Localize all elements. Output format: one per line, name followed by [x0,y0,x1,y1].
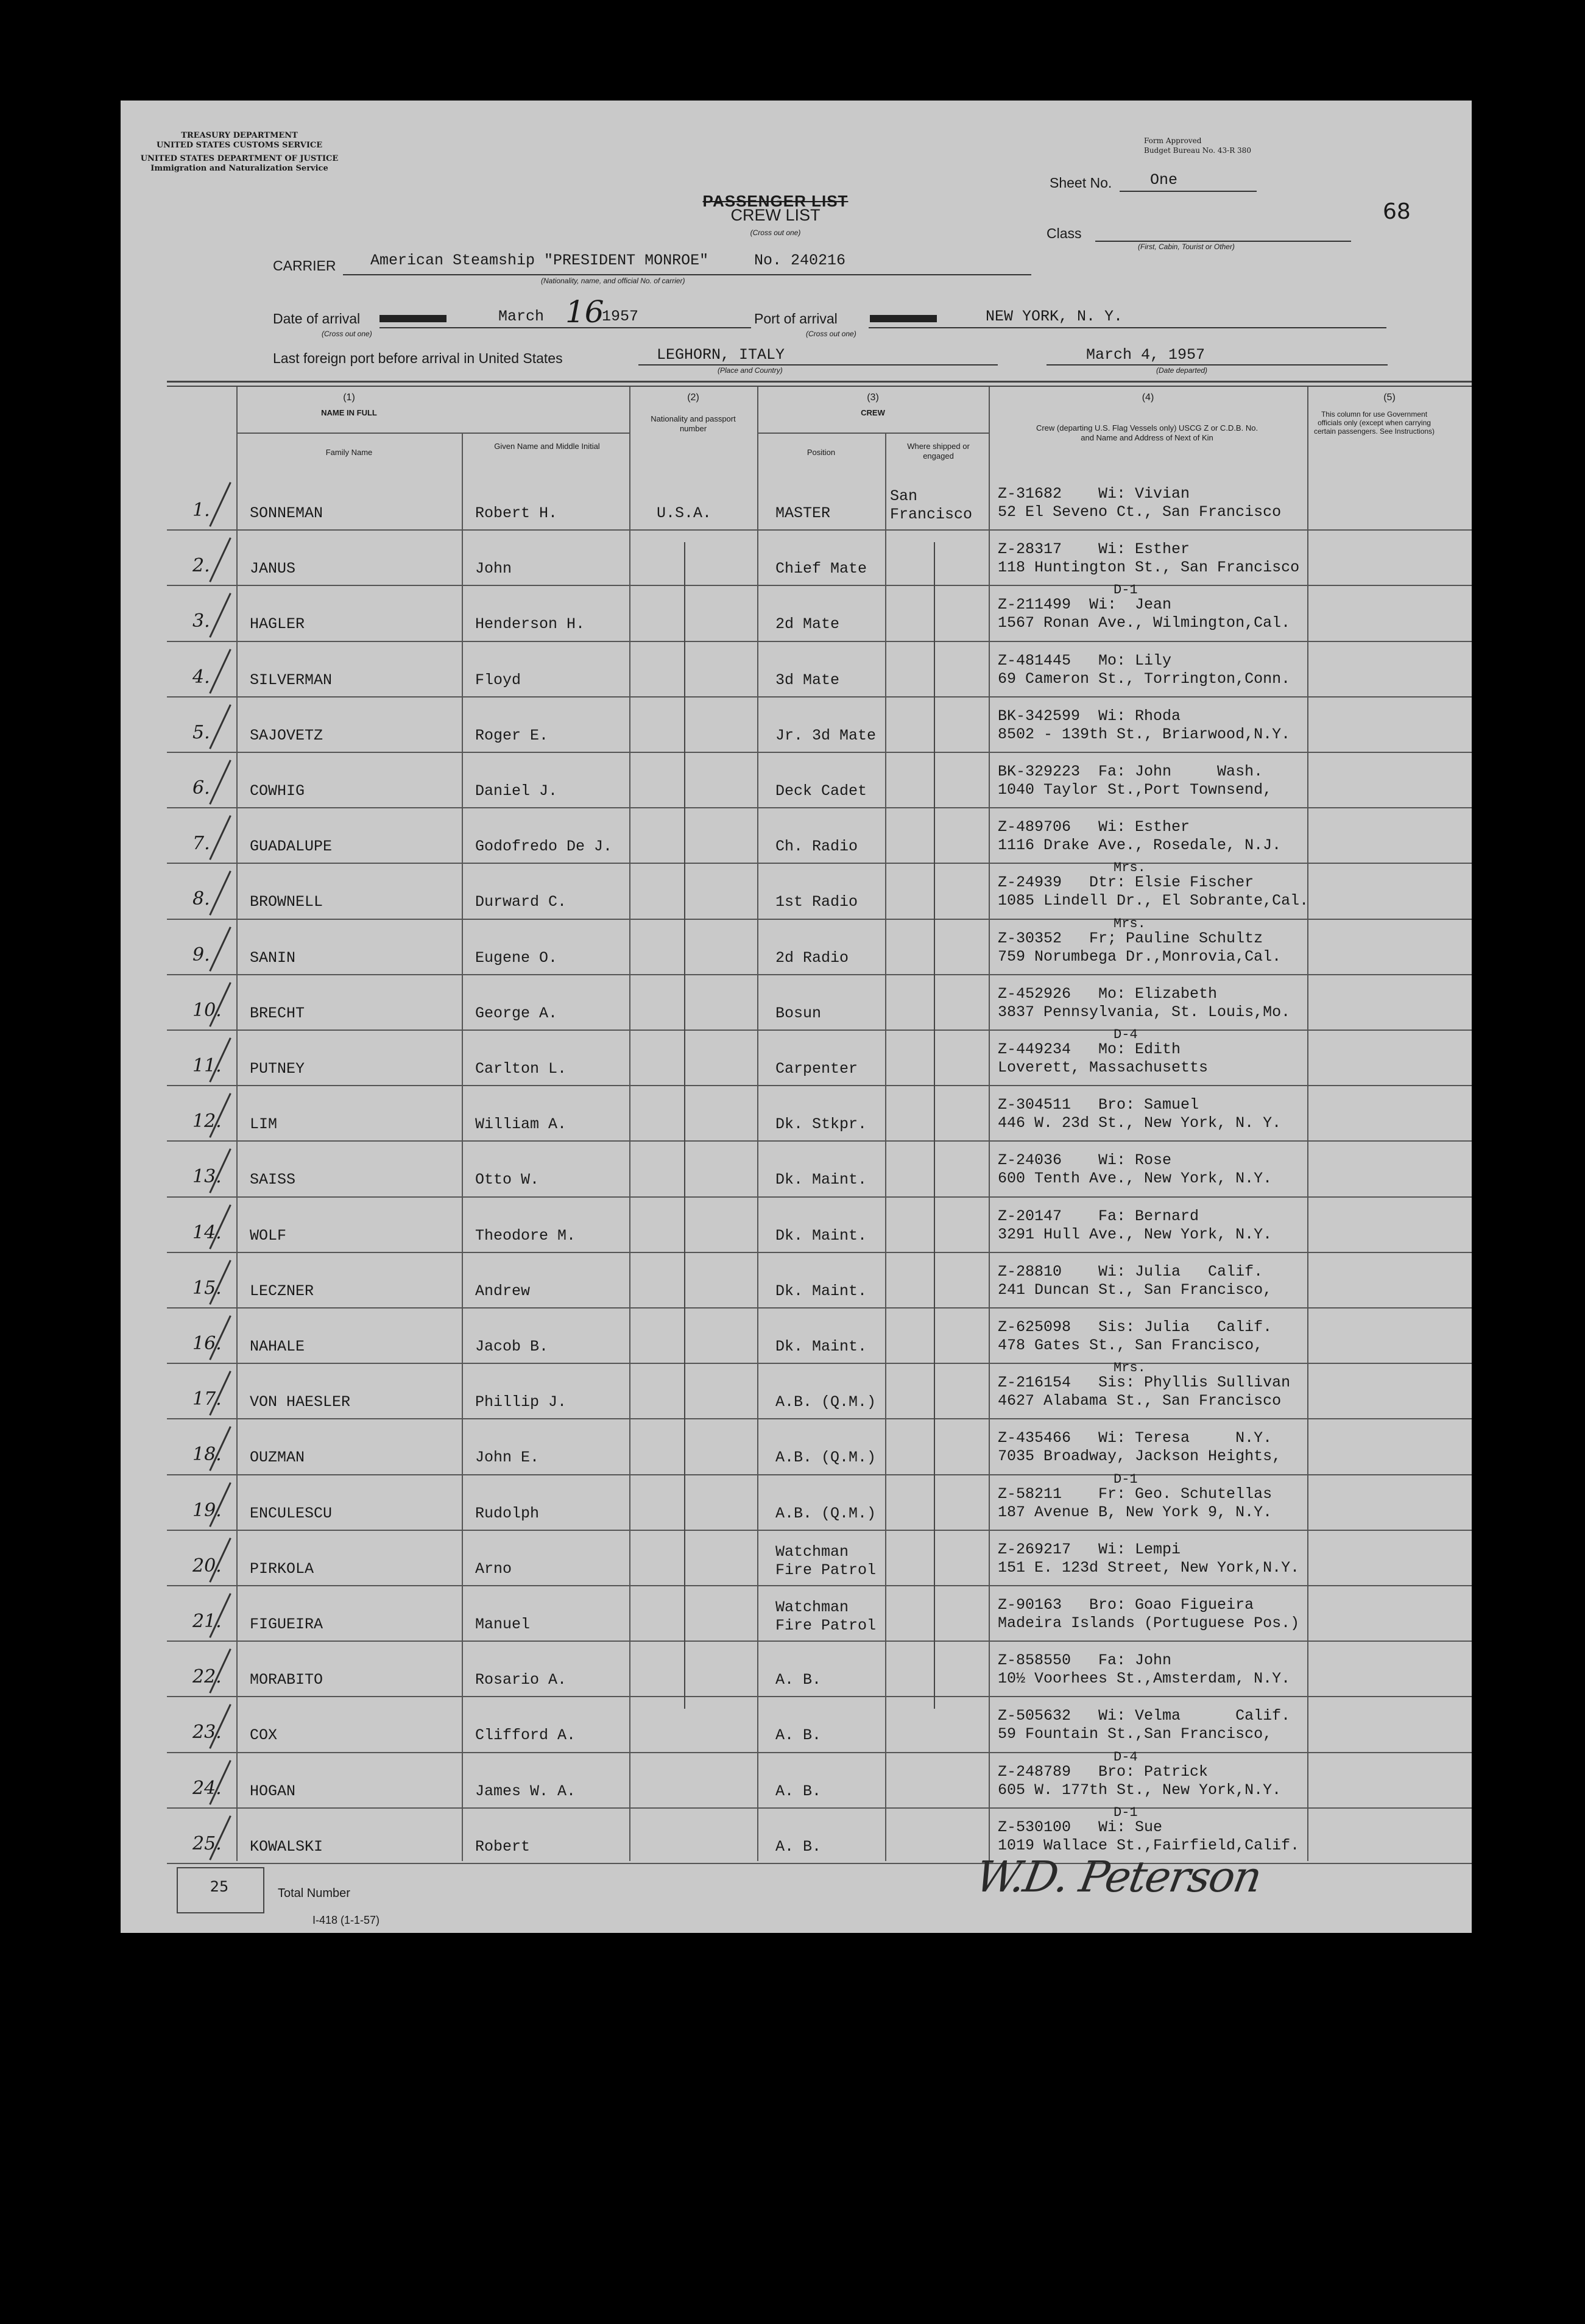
row-number: 21. [192,1611,222,1632]
kin-note: Mrs. [1114,916,1146,931]
crew-row [121,1360,1472,1419]
kin-line-2: 69 Cameron St., Torrington,Conn. [998,669,1291,688]
position: A.B. (Q.M.) [775,1393,877,1411]
check-mark-icon [209,482,231,527]
family-name-header: Family Name [325,448,373,457]
struck-passenger-title: PASSENGER LIST [702,192,849,210]
kin-line-2: 1567 Ronan Ave., Wilmington,Cal. [998,614,1291,632]
crew-row [121,531,1472,586]
kin-line-2: 187 Avenue B, New York 9, N.Y. [998,1503,1273,1521]
row-number: 16. [192,1333,222,1354]
kin-line-1: Z-530100 Wi: Sue [998,1818,1163,1836]
treasury-line: TREASURY DEPARTMENT [181,131,298,140]
row-number: 20. [192,1555,222,1577]
arrival-month: March [498,308,545,325]
given-name: Arno [475,1559,512,1578]
kin-line-2: 3837 Pennsylvania, St. Louis,Mo. [998,1003,1291,1021]
date-cross-out-note: (Cross out one) [322,330,372,338]
crew-row [121,975,1472,1031]
position: 1st Radio [775,893,858,911]
position: Deck Cadet [775,782,867,800]
form-approved-text: Form Approved [1144,136,1202,145]
kin-line-1: Z-449234 Mo: Edith [998,1040,1181,1058]
crew-list-document [121,101,1472,1933]
form-id: I-418 (1-1-57) [312,1914,380,1926]
position: Watchman Fire Patrol [775,1542,877,1579]
row-number: 13. [192,1166,222,1188]
sheet-value: One [1150,171,1178,189]
kin-line-1: BK-342599 Wi: Rhoda [998,707,1181,725]
row-number: 2. [192,555,210,577]
crew-row [121,1027,1472,1086]
col4-number: (4) [1142,392,1154,403]
kin-line-1: Z-435466 Wi: Teresa N.Y. [998,1429,1273,1447]
row-number: 6. [192,777,210,799]
port-of-arrival-value: NEW YORK, N. Y. [986,308,1123,325]
position: Bosun [775,1004,822,1022]
position: A. B. [775,1837,822,1856]
kin-line-2: 1019 Wallace St.,Fairfield,Calif. [998,1836,1300,1854]
kin-line-1: Z-211499 Wi: Jean [998,596,1172,614]
row-number: 5. [192,721,210,743]
position: Dk. Maint. [775,1171,867,1189]
family-name: COWHIG [250,782,305,800]
given-name: Eugene O. [475,948,558,967]
arrival-day: 16 [565,294,604,330]
customs-line: UNITED STATES CUSTOMS SERVICE [156,141,323,150]
row-number: 25. [192,1832,222,1854]
kin-note: D-1 [1114,1471,1138,1487]
kin-line-1: BK-329223 Fa: John Wash. [998,763,1263,780]
kin-line-2: 4627 Alabama St., San Francisco [998,1392,1282,1410]
row-number: 1. [192,500,210,521]
row-number: 8. [192,888,210,910]
struck-port-departure [870,315,937,322]
kin-line-1: Z-28317 Wi: Esther [998,540,1190,559]
family-name: SAJOVETZ [250,726,323,744]
check-mark-icon [209,649,231,694]
given-name: Otto W. [475,1171,540,1189]
given-name: Clifford A. [475,1726,576,1745]
kin-line-1: Z-216154 Sis: Phyllis Sullivan [998,1374,1291,1392]
total-value: 25 [210,1878,229,1895]
position: 2d Radio [775,948,849,967]
kin-line-2: 3291 Hull Ave., New York, N.Y. [998,1225,1273,1243]
family-name: JANUS [250,560,296,578]
given-name: Robert [475,1837,531,1856]
crew-row [121,642,1472,698]
check-mark-icon [209,760,231,805]
col3-title: CREW [861,408,885,417]
kin-line-2: 605 W. 177th St., New York,N.Y. [998,1781,1282,1799]
class-note: (First, Cabin, Tourist or Other) [1138,242,1235,251]
family-name: SONNEMAN [250,504,323,522]
family-name: VON HAESLER [250,1393,351,1411]
crew-table [121,381,1472,1879]
family-name: LIM [250,1115,278,1134]
kin-note: D-4 [1114,1749,1138,1765]
kin-line-1: Z-58211 Fr: Geo. Schutellas [998,1485,1273,1503]
family-name: MORABITO [250,1671,323,1689]
given-name: Durward C. [475,893,567,911]
crew-list-title: CREW LIST [730,206,821,224]
crew-row [121,582,1472,641]
crew-row [121,1471,1472,1531]
position: 3d Mate [775,671,840,689]
row-number: 24. [192,1777,222,1799]
family-name: PIRKOLA [250,1559,314,1578]
row-number: 4. [192,666,210,688]
col1-title: NAME IN FULL [321,408,377,417]
position: Watchman Fire Patrol [775,1598,877,1634]
given-name: Floyd [475,671,521,689]
check-mark-icon [209,927,231,972]
kin-line-2: 1085 Lindell Dr., El Sobrante,Cal. [998,892,1309,910]
family-name: OUZMAN [250,1449,305,1467]
given-name: Godofredo De J. [475,838,613,856]
given-name: Henderson H. [475,615,585,634]
sheet-label: Sheet No. [1050,175,1112,191]
family-name: GUADALUPE [250,838,333,856]
kin-note: D-1 [1114,582,1138,598]
kin-line-1: Z-24939 Dtr: Elsie Fischer [998,874,1254,892]
row-number: 17. [192,1388,222,1410]
kin-line-1: Z-489706 Wi: Esther [998,818,1190,836]
family-name: KOWALSKI [250,1837,323,1856]
kin-line-2: 151 E. 123d Street, New York,N.Y. [998,1558,1300,1577]
given-name: John E. [475,1449,540,1467]
last-foreign-port-value: LEGHORN, ITALY [657,346,785,364]
kin-line-1: Z-481445 Mo: Lily [998,651,1172,669]
kin-line-1: Z-24036 Wi: Rose [998,1151,1172,1170]
row-number: 14. [192,1221,222,1243]
kin-line-1: Z-28810 Wi: Julia Calif. [998,1262,1263,1280]
date-of-arrival-label: Date of arrival [273,311,361,327]
row-number: 11. [192,1055,222,1076]
row-number: 23. [192,1722,222,1743]
family-name: SANIN [250,948,296,967]
col2-title: Nationality and passport number [651,414,736,433]
row-number: 3. [192,610,210,632]
col2-number: (2) [687,392,699,403]
kin-line-1: Z-304511 Bro: Samuel [998,1096,1199,1114]
nationality: U.S.A. [657,504,712,522]
total-label: Total Number [278,1887,350,1900]
immigration-line: Immigration and Naturalization Service [150,164,328,173]
family-name: SAISS [250,1171,296,1189]
form-approved [1144,136,1327,155]
given-name: Manuel [475,1616,531,1633]
position: A. B. [775,1726,822,1745]
position: Dk. Stkpr. [775,1115,867,1134]
crew-row [121,1586,1472,1642]
date-departed-value: March 4, 1957 [1086,346,1206,364]
port-cross-out-note: (Cross out one) [806,330,856,338]
last-port-note: (Place and Country) [718,366,783,375]
row-number: 12. [192,1111,222,1132]
kin-line-2: 7035 Broadway, Jackson Heights, [998,1447,1282,1466]
family-name: SILVERMAN [250,671,333,689]
family-name: HAGLER [250,615,305,634]
crew-row [121,860,1472,919]
position: MASTER [775,504,831,522]
last-foreign-port-label: Last foreign port before arrival in United States [273,350,563,366]
carrier-note: (Nationality, name, and official No. of carrier) [541,277,685,285]
position: 2d Mate [775,615,840,634]
page-number: 68 [1383,199,1411,224]
given-name: John [475,560,512,578]
given-name: Daniel J. [475,782,558,800]
kin-note: D-4 [1114,1027,1138,1042]
crew-row [121,1804,1472,1864]
kin-line-1: Z-248789 Bro: Patrick [998,1762,1209,1781]
ditto-line [934,542,935,1709]
col4-title: Crew (departing U.S. Flag Vessels only) USCG Z or C.D.B. No. and Name and Address of Next of Kin [1036,423,1258,442]
family-name: WOLF [250,1226,287,1245]
agency-header [133,131,346,174]
col5-number: (5) [1383,392,1396,403]
family-name: PUTNEY [250,1060,305,1078]
row-number: 18. [192,1444,222,1466]
kin-line-2: 478 Gates St., San Francisco, [998,1337,1263,1354]
crew-row [121,808,1472,864]
check-mark-icon [209,871,231,916]
col3-number: (3) [867,392,879,403]
class-label: Class [1047,225,1082,241]
kin-line-2: 600 Tenth Ave., New York, N.Y. [998,1170,1273,1188]
position-header: Position [807,448,836,457]
row-number: 7. [192,833,210,855]
where-shipped: San Francisco [890,487,973,523]
position: Dk. Maint. [775,1226,867,1245]
row-number: 10. [192,999,222,1021]
family-name: COX [250,1726,278,1745]
kin-line-1: Z-20147 Fa: Bernard [998,1207,1199,1225]
kin-line-2: Loverett, Massachusetts [998,1059,1209,1076]
kin-line-1: Z-90163 Bro: Goao Figueira [998,1596,1254,1614]
given-name-header: Given Name and Middle Initial [494,442,600,451]
kin-line-2: Madeira Islands (Portuguese Pos.) [998,1614,1300,1632]
kin-line-1: Z-452926 Mo: Elizabeth [998,984,1218,1003]
struck-departure [379,315,447,322]
ditto-line [684,542,685,1709]
given-name: Roger E. [475,726,549,744]
crew-row [121,753,1472,808]
position: Carpenter [775,1060,858,1078]
position: A.B. (Q.M.) [775,1504,877,1522]
col1-number: (1) [343,392,355,403]
kin-line-1: Z-625098 Sis: Julia Calif. [998,1318,1273,1336]
kin-line-1: Z-31682 Wi: Vivian [998,485,1190,503]
crew-row [121,1419,1472,1475]
given-name: James W. A. [475,1782,576,1800]
crew-row [121,1749,1472,1809]
carrier-no-value: 240216 [791,252,846,269]
crew-row [121,475,1472,531]
family-name: BROWNELL [250,893,323,911]
kin-line-2: 446 W. 23d St., New York, N. Y. [998,1114,1282,1132]
title-cross-out-note: (Cross out one) [750,228,801,237]
row-number: 9. [192,944,210,966]
kin-line-1: Z-505632 Wi: Velma Calif. [998,1707,1291,1725]
crew-row [121,916,1472,975]
kin-line-2: 241 Duncan St., San Francisco, [998,1280,1273,1299]
given-name: William A. [475,1115,567,1134]
given-name: Robert H. [475,504,558,522]
kin-line-2: 118 Huntington St., San Francisco [998,559,1300,577]
kin-line-1: Z-30352 Fr; Pauline Schultz [998,929,1263,947]
family-name: FIGUEIRA [250,1616,323,1633]
kin-note: Mrs. [1114,860,1146,876]
kin-line-1: Z-858550 Fa: John [998,1651,1172,1670]
given-name: Phillip J. [475,1393,567,1411]
crew-row [121,1697,1472,1753]
check-mark-icon [209,704,231,749]
position: A. B. [775,1782,822,1800]
date-departed-note: (Date departed) [1156,366,1208,375]
carrier-value: American Steamship "PRESIDENT MONROE" [370,252,709,269]
position: Ch. Radio [775,838,858,856]
family-name: NAHALE [250,1338,305,1355]
crew-row [121,1253,1472,1309]
position: Chief Mate [775,560,867,578]
position: Dk. Maint. [775,1282,867,1300]
given-name: Rosario A. [475,1671,567,1689]
position: Dk. Maint. [775,1338,867,1355]
crew-row [121,1198,1472,1253]
kin-note: D-1 [1114,1804,1138,1820]
given-name: Jacob B. [475,1338,549,1355]
family-name: ENCULESCU [250,1504,333,1522]
family-name: LECZNER [250,1282,314,1300]
col5-title: This column for use Government officials only (except when carrying certain passengers. See Instructions) [1313,410,1435,436]
kin-line-2: 1116 Drake Ave., Rosedale, N.J. [998,836,1282,855]
arrival-year: 1957 [602,308,639,325]
row-number: 22. [192,1666,222,1688]
crew-row [121,1531,1472,1586]
kin-line-2: 52 El Seveno Ct., San Francisco [998,503,1282,521]
given-name: Carlton L. [475,1060,567,1078]
crew-row [121,698,1472,753]
kin-line-2: 1040 Taylor St.,Port Townsend, [998,781,1273,799]
kin-line-2: 8502 - 139th St., Briarwood,N.Y. [998,725,1291,743]
carrier-no-label: No. [754,252,782,269]
justice-line: UNITED STATES DEPARTMENT OF JUSTICE [140,154,339,163]
row-number: 15. [192,1277,222,1299]
position: Jr. 3d Mate [775,726,877,744]
row-number: 19. [192,1499,222,1521]
kin-line-2: 759 Norumbega Dr.,Monrovia,Cal. [998,947,1282,966]
check-mark-icon [209,593,231,638]
where-shipped-header: Where shipped or engaged [907,442,970,461]
given-name: George A. [475,1004,558,1022]
kin-line-1: Z-269217 Wi: Lempi [998,1540,1181,1558]
position: A. B. [775,1671,822,1689]
crew-row [121,1642,1472,1697]
carrier-label: CARRIER [273,258,336,274]
crew-row [121,1309,1472,1364]
signature: W.D. Peterson [972,1852,1265,1902]
crew-row [121,1086,1472,1142]
family-name: BRECHT [250,1004,305,1022]
position: A.B. (Q.M.) [775,1449,877,1467]
kin-line-2: 59 Fountain St.,San Francisco, [998,1725,1273,1743]
given-name: Andrew [475,1282,531,1300]
port-of-arrival-label: Port of arrival [754,311,838,327]
check-mark-icon [209,815,231,860]
given-name: Theodore M. [475,1226,576,1245]
given-name: Rudolph [475,1504,540,1522]
kin-line-2: 10½ Voorhees St.,Amsterdam, N.Y. [998,1670,1291,1688]
check-mark-icon [209,537,231,582]
budget-bureau-text: Budget Bureau No. 43-R 380 [1144,146,1251,155]
kin-note: Mrs. [1114,1360,1146,1376]
crew-row [121,1142,1472,1197]
family-name: HOGAN [250,1782,296,1800]
